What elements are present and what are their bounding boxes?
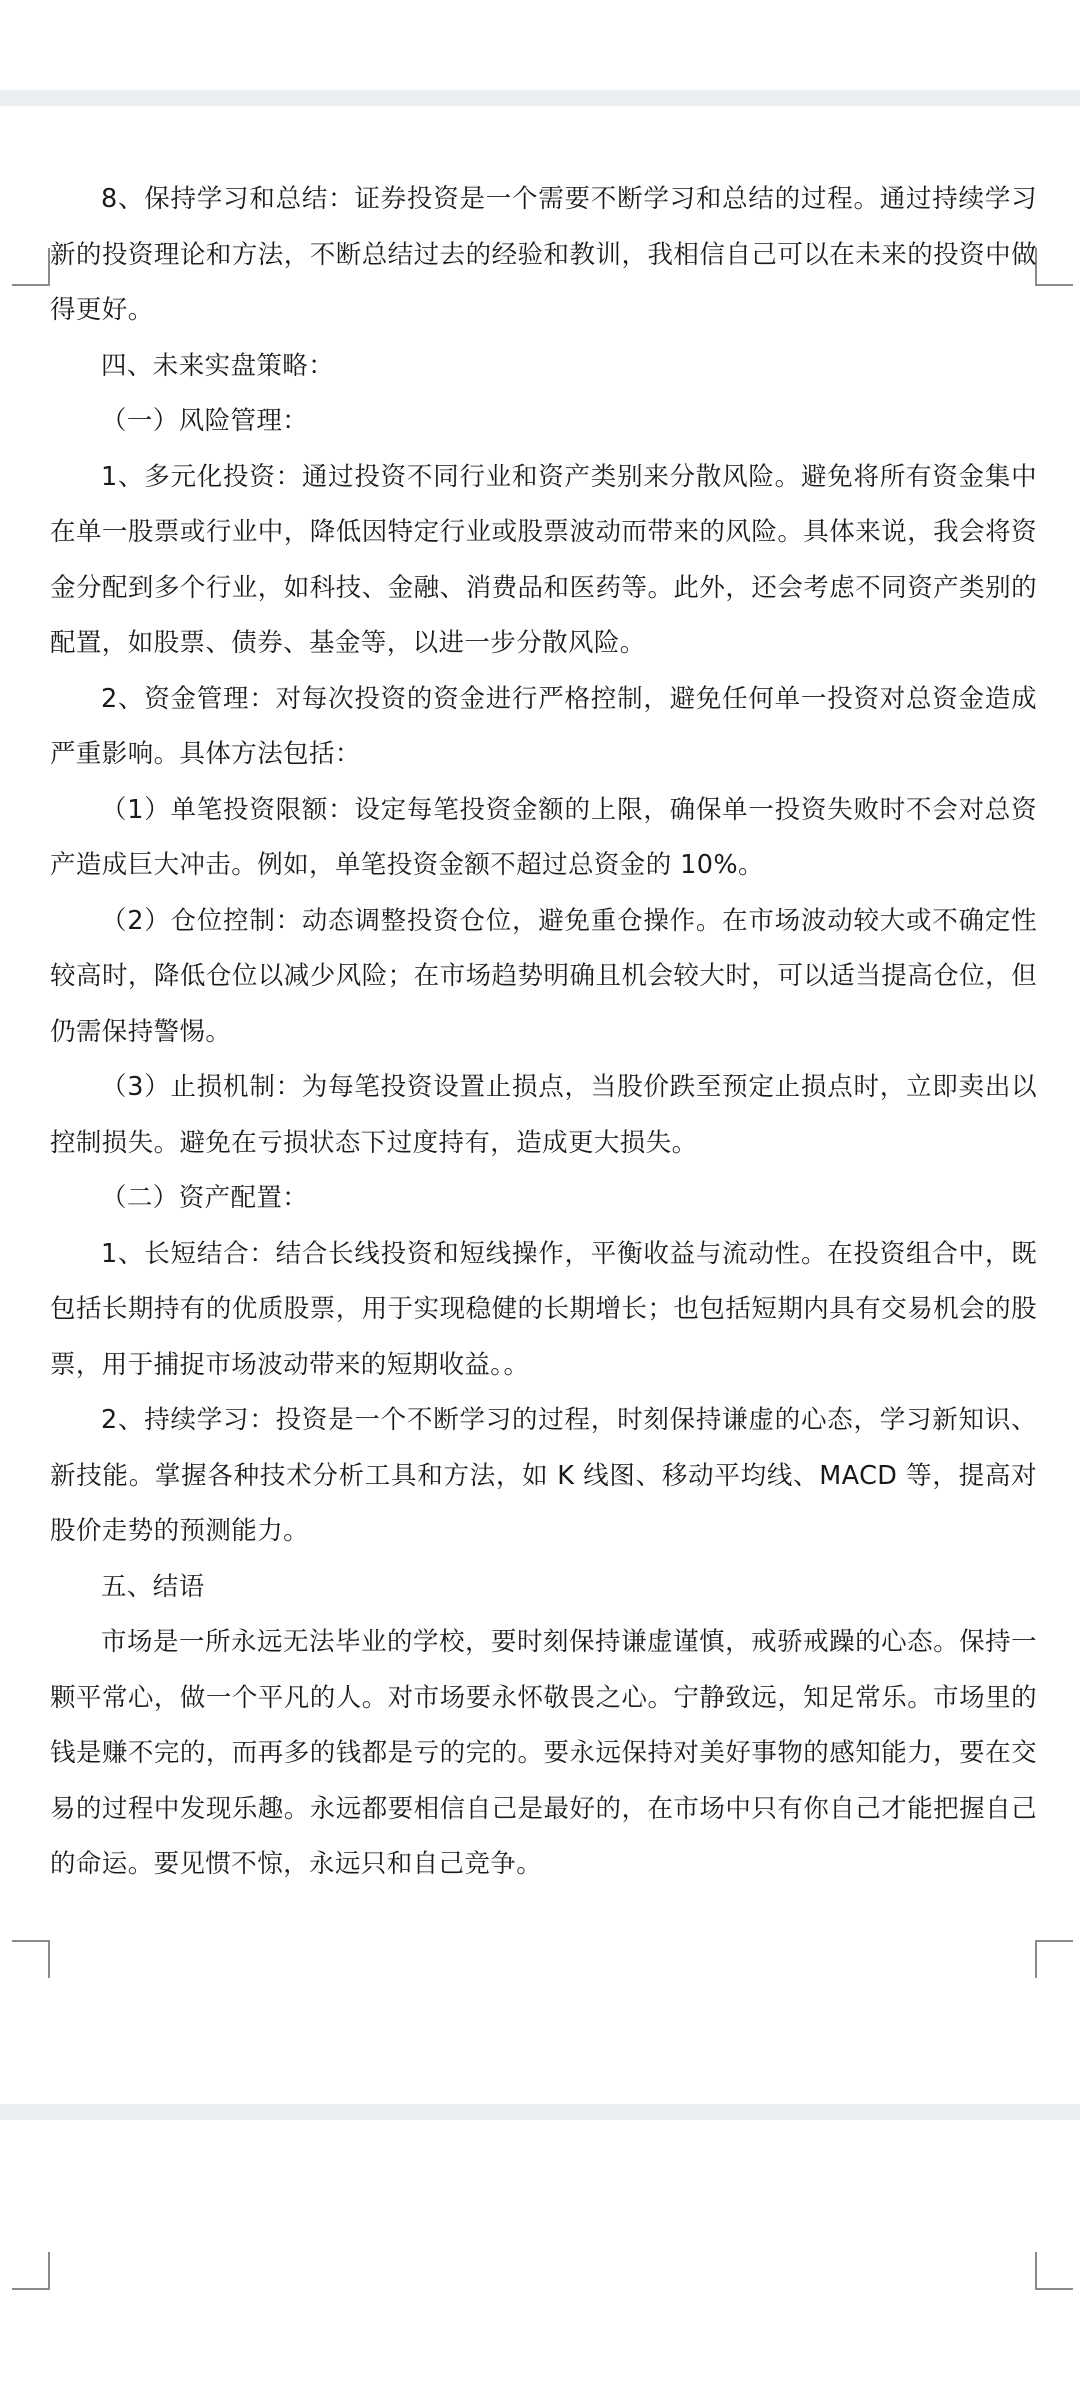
paragraph: （2）仓位控制：动态调整投资仓位，避免重仓操作。在市场波动较大或不确定性较高时，降低仓位以减少风险；在市场趋势明确且机会较大时，可以适当提高仓位，但仍需保持警惕。 [50,905,1037,1047]
paragraph: （3）止损机制：为每笔投资设置止损点，当股价跌至预定止损点时，立即卖出以控制损失。避免在亏损状态下过度持有，造成更大损失。 [50,1072,1037,1158]
paragraph: 1、长短结合：结合长线投资和短线操作，平衡收益与流动性。在投资组合中，既包括长期持有的优质股票，用于实现稳健的长期增长；也包括短期内具有交易机会的股票，用于捕捉市场波动带来的短期收益。。 [50,1238,1037,1380]
section-heading: 四、未来实盘策略： [101,350,335,381]
crop-mark-top-left [12,248,50,286]
document-page [0,2120,1080,2400]
crop-mark-top-right [1035,248,1073,286]
paragraph: 8、保持学习和总结：证券投资是一个需要不断学习和总结的过程。通过持续学习新的投资理论和方法，不断总结过去的经验和教训，我相信自己可以在未来的投资中做得更好。 [50,184,1037,325]
page-separator [0,90,1080,106]
crop-mark-top-left [12,2252,50,2290]
section-heading: 五、结语 [101,1571,205,1602]
subsection-heading: （一）风险管理： [101,406,309,436]
paragraph: （1）单笔投资限额：设定每笔投资金额的上限，确保单一投资失败时不会对总资产造成巨大冲击。例如，单笔投资金额不超过总资金的 10%。 [50,794,1037,880]
paragraph: 1、多元化投资：通过投资不同行业和资产类别来分散风险。避免将所有资金集中在单一股票或行业中，降低因特定行业或股票波动而带来的风险。具体来说，我会将资金分配到多个行业，如科技、金融、消费品和医药等。此外，还会考虑不同资产类别的配置，如股票、债券、基金等，以进一步分散风险。 [50,461,1037,658]
subsection-heading: （二）资产配置： [101,1183,309,1213]
paragraph: 2、资金管理：对每次投资的资金进行严格控制，避免任何单一投资对总资金造成严重影响。具体方法包括： [50,683,1037,769]
document-body [50,172,1037,1893]
paragraph: 2、持续学习：投资是一个不断学习的过程，时刻保持谦虚的心态，学习新知识、新技能。掌握各种技术分析工具和方法，如 K 线图、移动平均线、MACD 等，提高对股价走势的预测能力。 [50,1405,1037,1546]
page-separator [0,2104,1080,2120]
crop-mark-bottom-right [1035,1940,1073,1978]
crop-mark-bottom-left [12,1940,50,1978]
crop-mark-top-right [1035,2252,1073,2290]
paragraph: 市场是一所永远无法毕业的学校，要时刻保持谦虚谨慎，戒骄戒躁的心态。保持一颗平常心，做一个平凡的人。对市场要永怀敬畏之心。宁静致远，知足常乐。市场里的钱是赚不完的，而再多的钱都是亏的完的。要永远保持对美好事物的感知能力，要在交易的过程中发现乐趣。永远都要相信自己是最好的，在市场中只有你自己才能把握自己的命运。要见惯不惊，永远只和自己竞争。 [50,1627,1037,1879]
